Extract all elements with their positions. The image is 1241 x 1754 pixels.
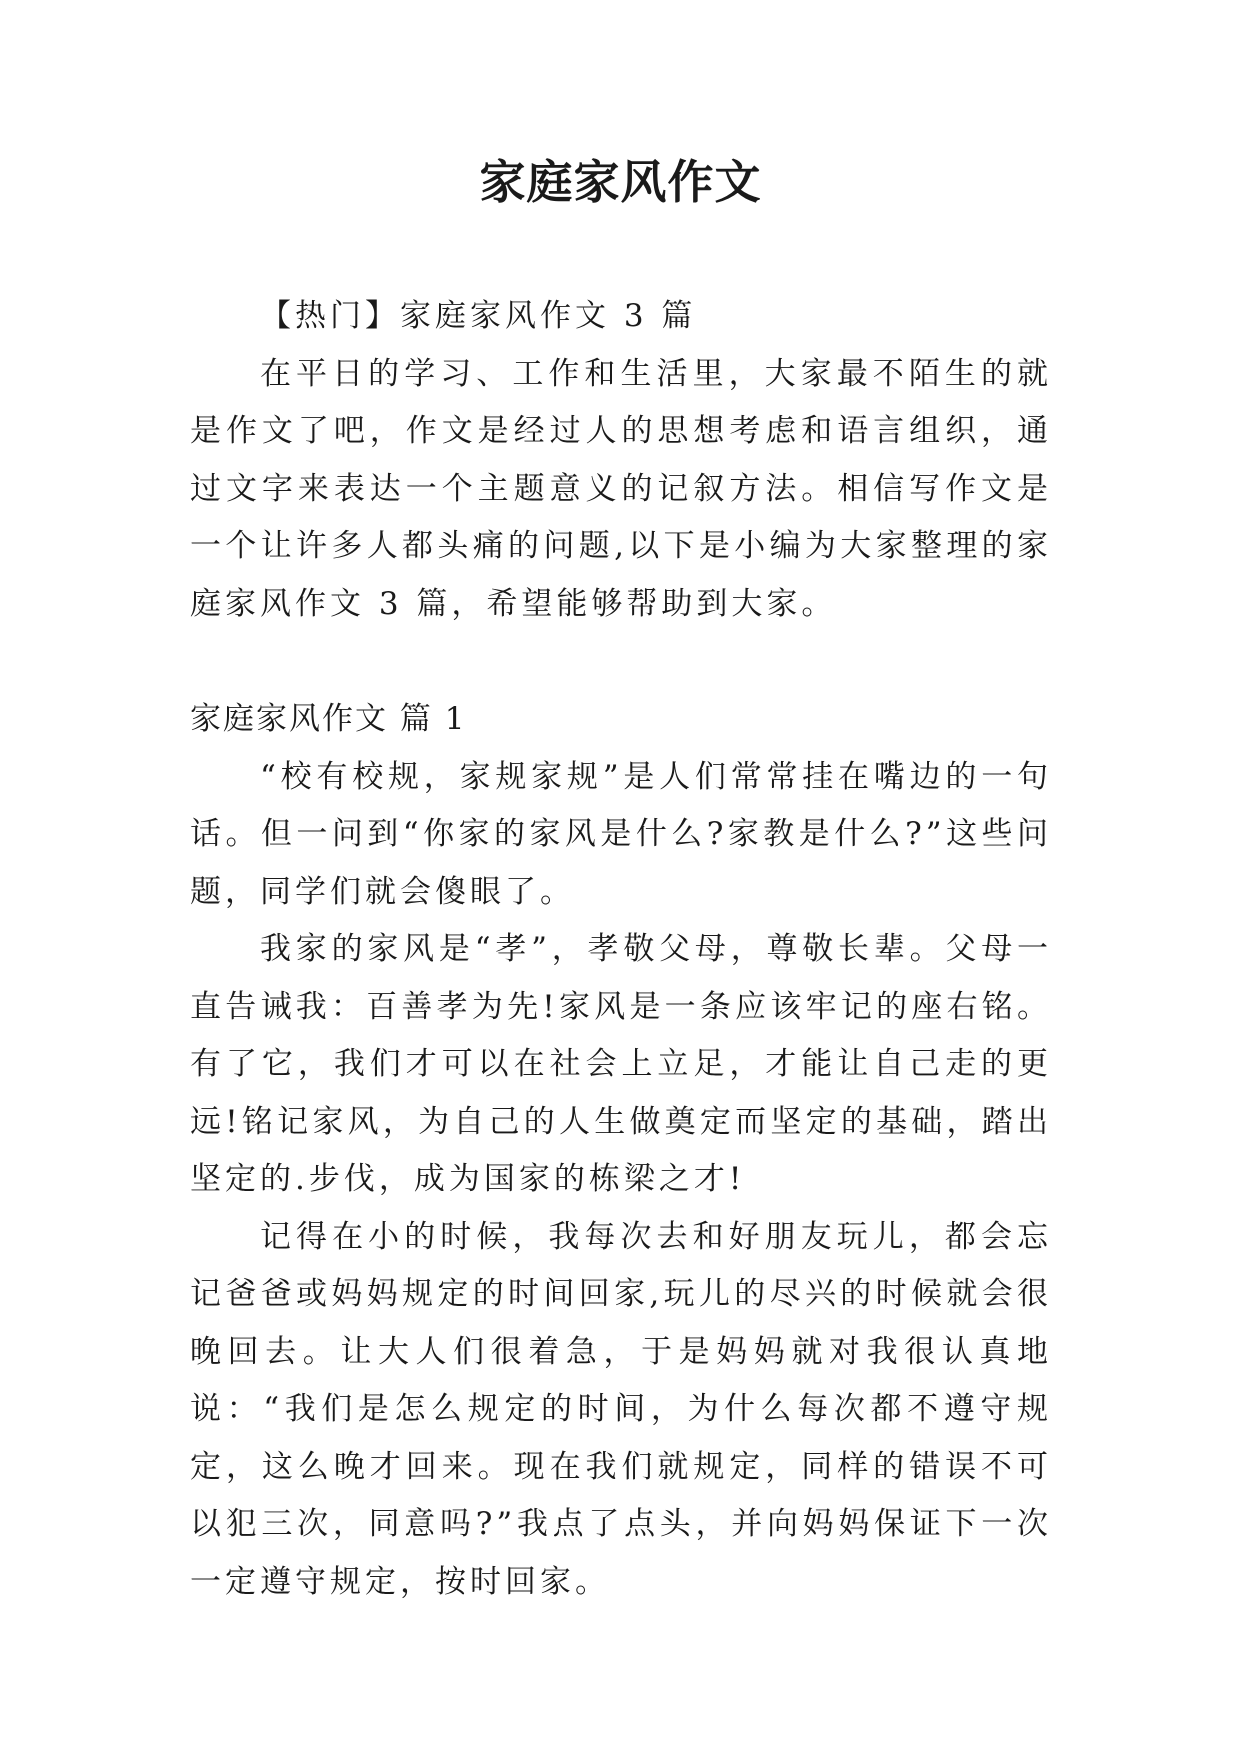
intro-heading: 【热门】家庭家风作文 3 篇 [260,298,697,334]
section-spacer [190,633,1052,691]
intro-paragraph: 在平日的学习、工作和生活里，大家最不陌生的就是作文了吧，作文是经过人的思想考虑和语言组织，通过文字来表达一个主题意义的记叙方法。相信写作文是一个让许多人都头痛的问题,以下是小编为大家整理的家庭家风作文 3 篇，希望能够帮助到大家。 [190,355,1052,622]
document-body [190,288,1052,1611]
section-heading: 家庭家风作文 篇 1 [190,701,467,737]
section-paragraph: 记得在小的时候，我每次去和好朋友玩儿，都会忘记爸爸或妈妈规定的时间回家,玩儿的尽兴的时候就会很晚回去。让大人们很着急，于是妈妈就对我很认真地说：“我们是怎么规定的时间，为什么每次都不遵守规定，这么晚才回来。现在我们就规定，同样的错误不可以犯三次，同意吗?”我点了点头，并向妈妈保证下一次一定遵守规定，按时回家。 [190,1218,1052,1600]
section-paragraph: 我家的家风是“孝”，孝敬父母，尊敬长辈。父母一直告诫我：百善孝为先!家风是一条应该牢记的座右铭。有了它，我们才可以在社会上立足，才能让自己走的更远!铭记家风，为自己的人生做奠定而坚定的基础，踏出坚定的.步伐，成为国家的栋梁之才! [190,931,1052,1197]
document-title: 家庭家风作文 [479,155,762,209]
section-paragraph: “校有校规，家规家规”是人们常常挂在嘴边的一句话。但一问到“你家的家风是什么?家教是什么?”这些问题，同学们就会傻眼了。 [190,758,1052,910]
